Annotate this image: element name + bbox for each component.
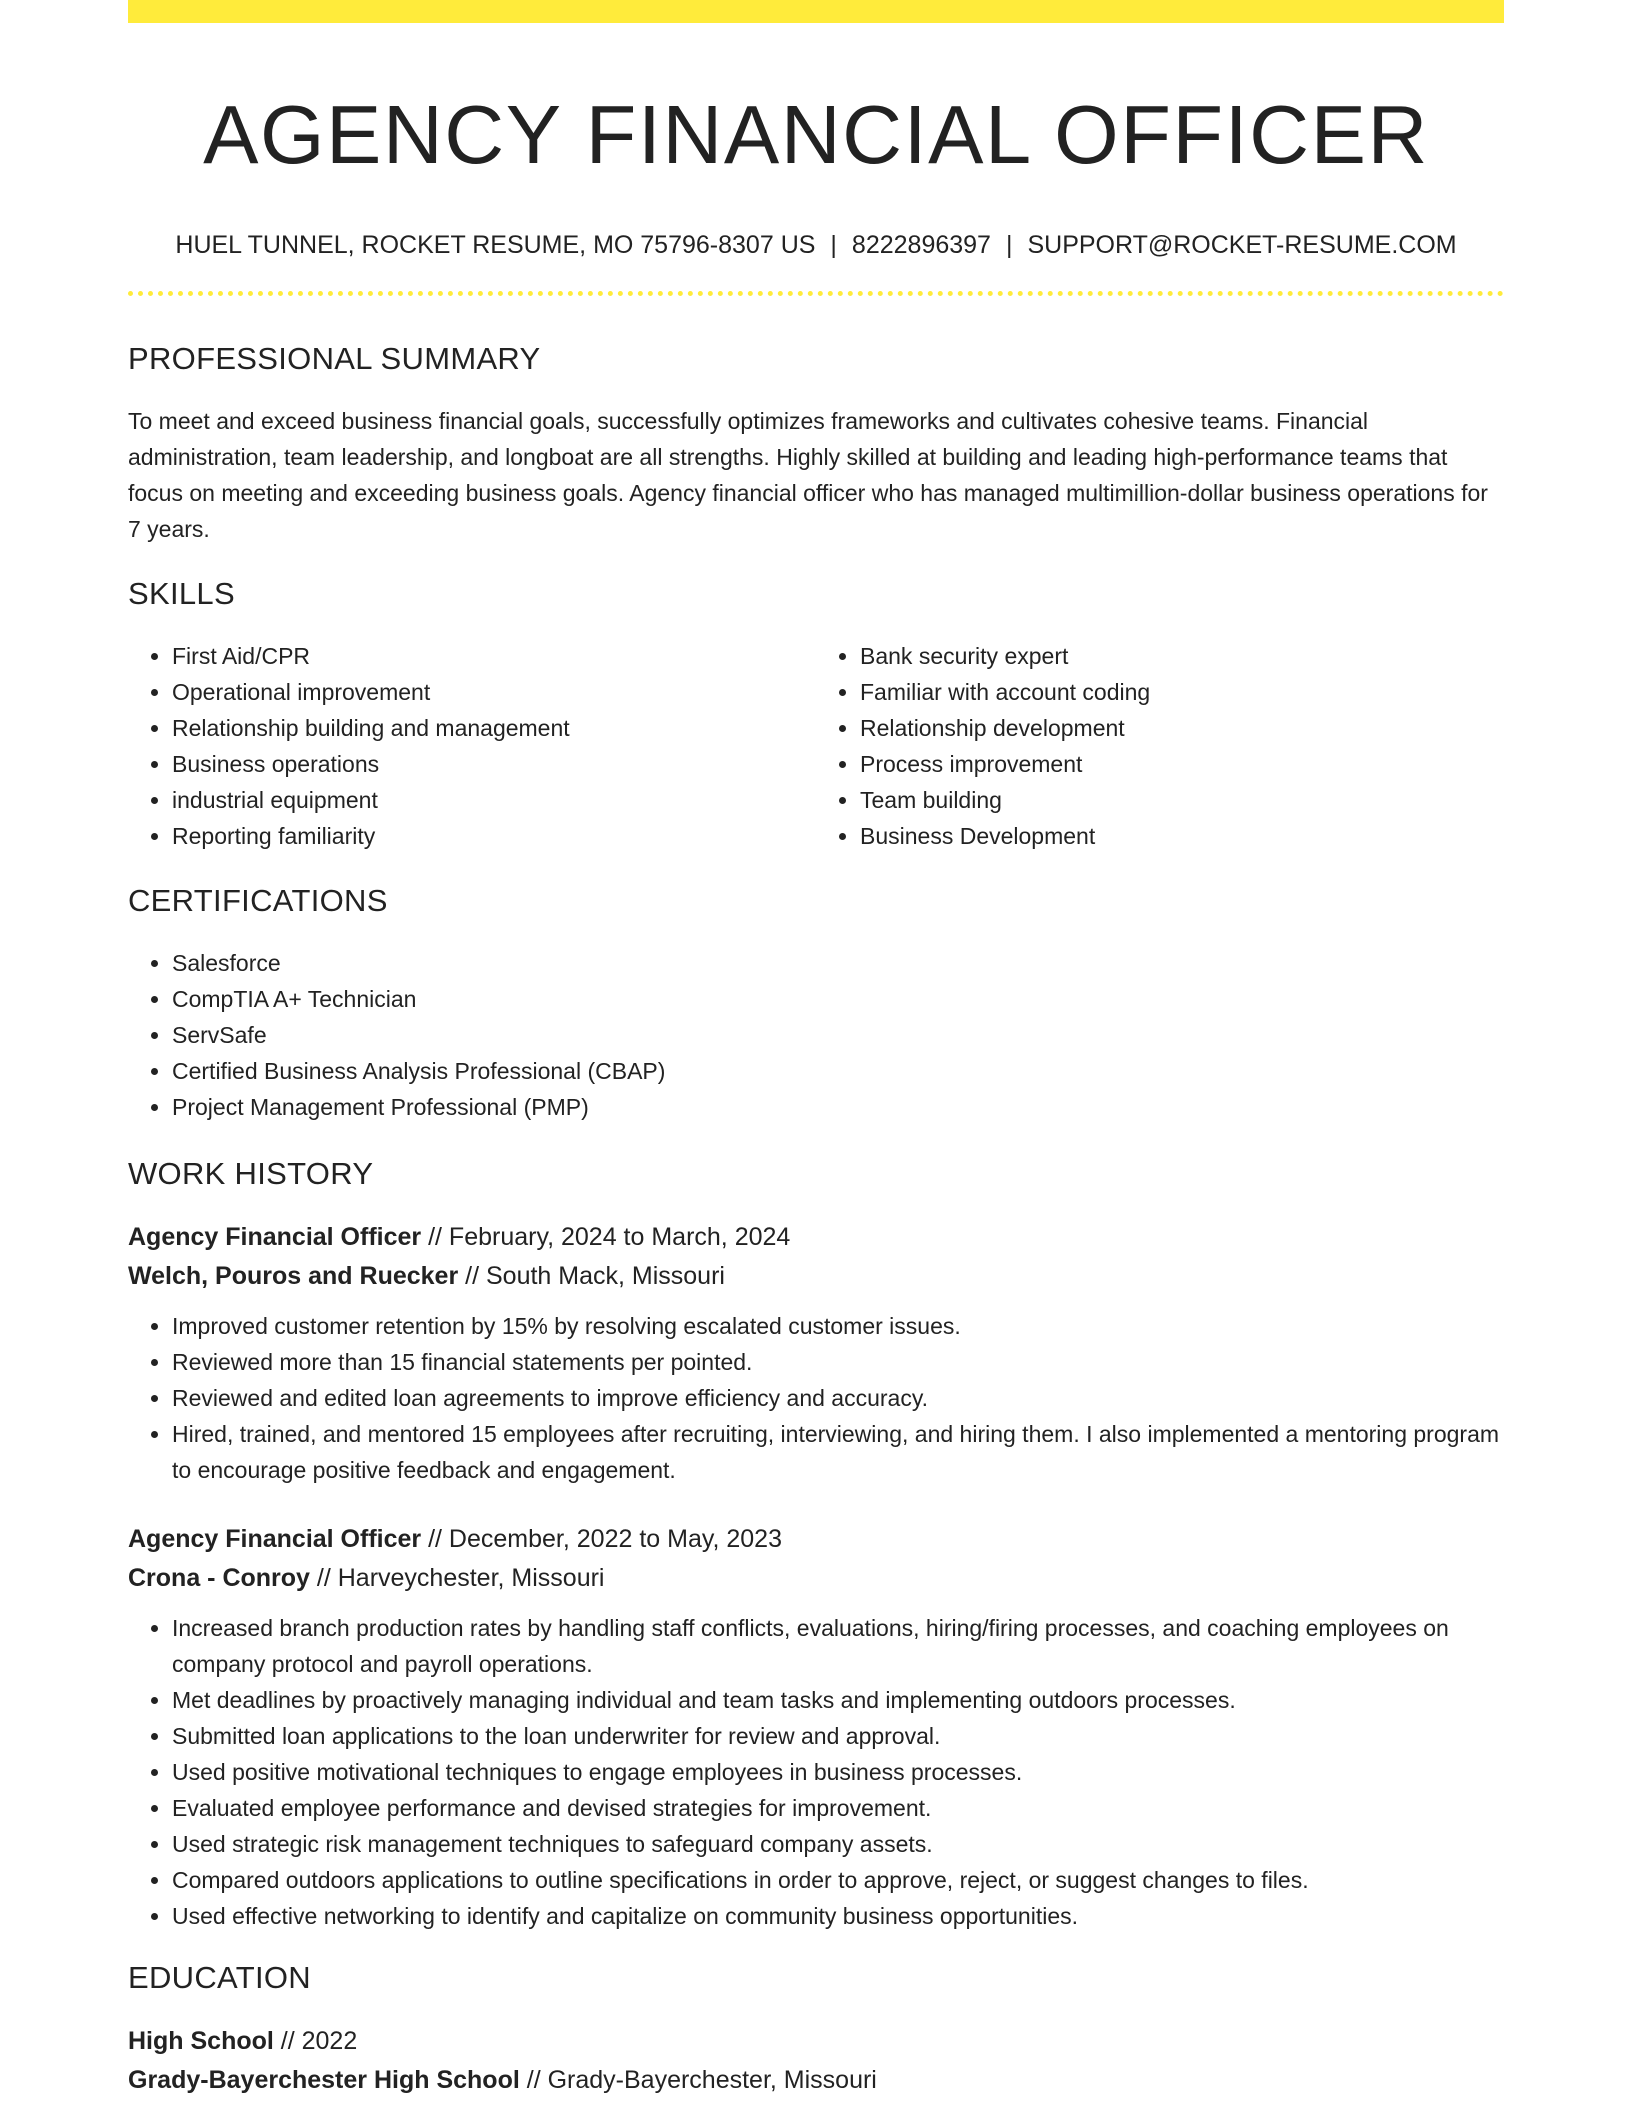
section-title-skills: SKILLS: [128, 576, 235, 611]
skill-item: • First Aid/CPR: [172, 638, 816, 674]
job-bullet: • Used strategic risk management techniques to safeguard company assets.: [172, 1826, 1504, 1862]
job-dates: // December, 2022 to May, 2023: [421, 1525, 782, 1553]
job-role-line: [128, 1520, 1504, 1559]
skill-item: • Reporting familiarity: [172, 818, 816, 854]
top-accent-bar: [128, 0, 1504, 23]
contact-separator: |: [1005, 231, 1013, 259]
skills-list-right: [816, 638, 1504, 854]
job-bullet: • Improved customer retention by 15% by resolving escalated customer issues.: [172, 1308, 1504, 1344]
contact-separator: |: [830, 231, 837, 259]
job-bullets: [128, 1610, 1504, 1934]
job-bullet: • Evaluated employee performance and devised strategies for improvement.: [172, 1790, 1504, 1826]
education-location: // Grady-Bayerchester, Missouri: [519, 2066, 877, 2094]
job-bullet: • Reviewed more than 15 financial statements per pointed.: [172, 1344, 1504, 1380]
certification-item: • Salesforce: [172, 945, 1504, 981]
skill-item: • Relationship building and management: [172, 710, 816, 746]
education-degree: High School: [128, 2027, 274, 2055]
job-dates: // February, 2024 to March, 2024: [421, 1223, 791, 1251]
skills-list-left: [128, 638, 816, 854]
section-title-work-history: WORK HISTORY: [128, 1156, 374, 1191]
section-title-summary: PROFESSIONAL SUMMARY: [128, 341, 541, 376]
resume-content: [128, 23, 1504, 2100]
section-title-education: EDUCATION: [128, 1960, 311, 1995]
education-year: // 2022: [273, 2027, 358, 2055]
section-title-certifications: CERTIFICATIONS: [128, 883, 388, 918]
job-role-line: [128, 1218, 1504, 1257]
skill-item: • Business operations: [172, 746, 816, 782]
job-bullet: • Used positive motivational techniques to engage employees in business processes.: [172, 1754, 1504, 1790]
education-entry: [128, 2022, 1504, 2100]
summary-text: To meet and exceed business financial goals, successfully optimizes frameworks and cultivates cohesive teams. Financial administration, team leadership, and longboat are all strengths. Highly skilled at building and leading high-performance teams that focus on meeting and exceeding business goals. Agency financial officer who has managed multimillion-dollar business operations for 7 years.: [128, 408, 1488, 542]
certification-item: • Certified Business Analysis Professional (CBAP): [172, 1053, 1504, 1089]
job-bullet: • Used effective networking to identify and capitalize on community business opportunities.: [172, 1898, 1504, 1934]
skill-item: • Bank security expert: [860, 638, 1504, 674]
job-role: Agency Financial Officer: [128, 1525, 422, 1553]
job-company-line: [128, 1559, 1504, 1598]
job-bullet: • Increased branch production rates by handling staff conflicts, evaluations, hiring/firing processes, and coaching employees on company protocol and payroll operations.: [172, 1610, 1504, 1682]
contact-phone: 8222896397: [851, 231, 991, 259]
skill-item: • Business Development: [860, 818, 1504, 854]
job-role: Agency Financial Officer: [128, 1223, 422, 1251]
job-bullet: • Submitted loan applications to the loan underwriter for review and approval.: [172, 1718, 1504, 1754]
skill-item: • industrial equipment: [172, 782, 816, 818]
skill-item: • Familiar with account coding: [860, 674, 1504, 710]
job-location: // South Mack, Missouri: [458, 1262, 725, 1290]
skills-columns: [128, 638, 1504, 854]
skill-item: • Operational improvement: [172, 674, 816, 710]
job-bullet: • Compared outdoors applications to outline specifications in order to approve, reject, or suggest changes to files.: [172, 1862, 1504, 1898]
certifications-list: [128, 945, 1504, 1125]
contact-email: SUPPORT@ROCKET-RESUME.COM: [1027, 231, 1457, 259]
job-company-line: [128, 1257, 1504, 1296]
skill-item: • Team building: [860, 782, 1504, 818]
job-bullet: • Hired, trained, and mentored 15 employees after recruiting, interviewing, and hiring them. I also implemented a mentoring program to encourage positive feedback and engagement.: [172, 1416, 1504, 1488]
job-company: Welch, Pouros and Ruecker: [128, 1262, 459, 1290]
resume-name-title: AGENCY FINANCIAL OFFICER: [203, 88, 1429, 181]
certification-item: • ServSafe: [172, 1017, 1504, 1053]
education-degree-line: [128, 2022, 1504, 2061]
job-location: // Harveychester, Missouri: [309, 1564, 605, 1592]
job-entry: [128, 1520, 1504, 1934]
education-school-line: [128, 2061, 1504, 2100]
skill-item: • Relationship development: [860, 710, 1504, 746]
certification-item: • CompTIA A+ Technician: [172, 981, 1504, 1017]
education-school: Grady-Bayerchester High School: [128, 2066, 520, 2094]
job-bullets: [128, 1308, 1504, 1488]
certification-item: • Project Management Professional (PMP): [172, 1089, 1504, 1125]
job-entry: [128, 1218, 1504, 1488]
skill-item: • Process improvement: [860, 746, 1504, 782]
contact-line: [128, 228, 1504, 262]
job-bullet: • Reviewed and edited loan agreements to improve efficiency and accuracy.: [172, 1380, 1504, 1416]
job-company: Crona - Conroy: [128, 1564, 310, 1592]
job-bullet: • Met deadlines by proactively managing individual and team tasks and implementing outdoors processes.: [172, 1682, 1504, 1718]
dotted-divider: [128, 291, 1504, 296]
contact-address: HUEL TUNNEL, ROCKET RESUME, MO 75796-8307 US: [175, 231, 816, 259]
